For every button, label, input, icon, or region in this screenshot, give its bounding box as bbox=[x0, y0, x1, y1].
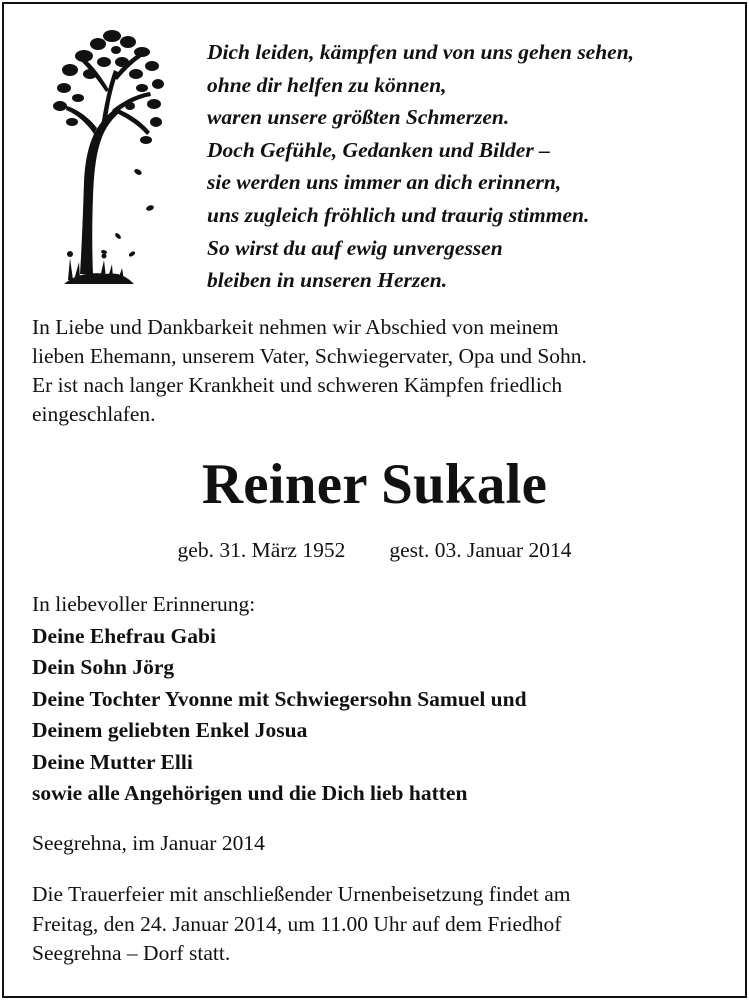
mourner-line: Deine Tochter Yvonne mit Schwiegersohn Samuel und bbox=[32, 686, 527, 711]
poem-line: uns zugleich fröhlich und traurig stimmen. bbox=[207, 202, 590, 227]
intro-line: lieben Ehemann, unserem Vater, Schwiegervater, Opa und Sohn. bbox=[32, 344, 587, 368]
mourners-list bbox=[32, 589, 732, 810]
poem-line: ohne dir helfen zu können, bbox=[207, 72, 447, 97]
intro-line: eingeschlafen. bbox=[32, 402, 156, 426]
poem-line: Doch Gefühle, Gedanken und Bilder – bbox=[207, 137, 550, 162]
poem-line: So wirst du auf ewig unvergessen bbox=[207, 235, 503, 260]
birth-date: geb. 31. März 1952 bbox=[177, 538, 346, 562]
funeral-line: Seegrehna – Dorf statt. bbox=[32, 941, 231, 965]
mourner-line: Deine Ehefrau Gabi bbox=[32, 623, 216, 648]
death-date: gest. 03. Januar 2014 bbox=[389, 538, 572, 562]
deceased-name: Reiner Sukale bbox=[201, 453, 548, 516]
funeral-line: Freitag, den 24. Januar 2014, um 11.00 Uhr auf dem Friedhof bbox=[32, 911, 562, 936]
poem bbox=[207, 36, 737, 297]
remembrance-heading: In liebevoller Erinnerung: bbox=[32, 592, 256, 616]
intro-text bbox=[32, 313, 732, 429]
tree-icon bbox=[46, 22, 176, 294]
place-date: Seegrehna, im Januar 2014 bbox=[32, 831, 265, 855]
mourner-line: Dein Sohn Jörg bbox=[32, 655, 175, 679]
poem-line: waren unsere größten Schmerzen. bbox=[207, 105, 510, 130]
poem-line: Dich leiden, kämpfen und von uns gehen sehen, bbox=[207, 40, 635, 64]
funeral-info bbox=[32, 880, 732, 969]
funeral-line: Die Trauerfeier mit anschließender Urnenbeisetzung findet am bbox=[32, 882, 571, 906]
mourner-line: Deinem geliebten Enkel Josua bbox=[32, 718, 308, 742]
mourner-line: Deine Mutter Elli bbox=[32, 749, 193, 774]
poem-line: bleiben in unseren Herzen. bbox=[207, 268, 448, 293]
intro-line: Er ist nach langer Krankheit und schweren Kämpfen friedlich bbox=[32, 373, 563, 397]
obituary-notice bbox=[2, 2, 747, 998]
poem-line: sie werden uns immer an dich erinnern, bbox=[207, 170, 562, 195]
mourner-line: sowie alle Angehörigen und die Dich lieb hatten bbox=[32, 781, 468, 805]
intro-line: In Liebe und Dankbarkeit nehmen wir Abschied von meinem bbox=[32, 315, 559, 339]
life-dates bbox=[4, 535, 745, 565]
